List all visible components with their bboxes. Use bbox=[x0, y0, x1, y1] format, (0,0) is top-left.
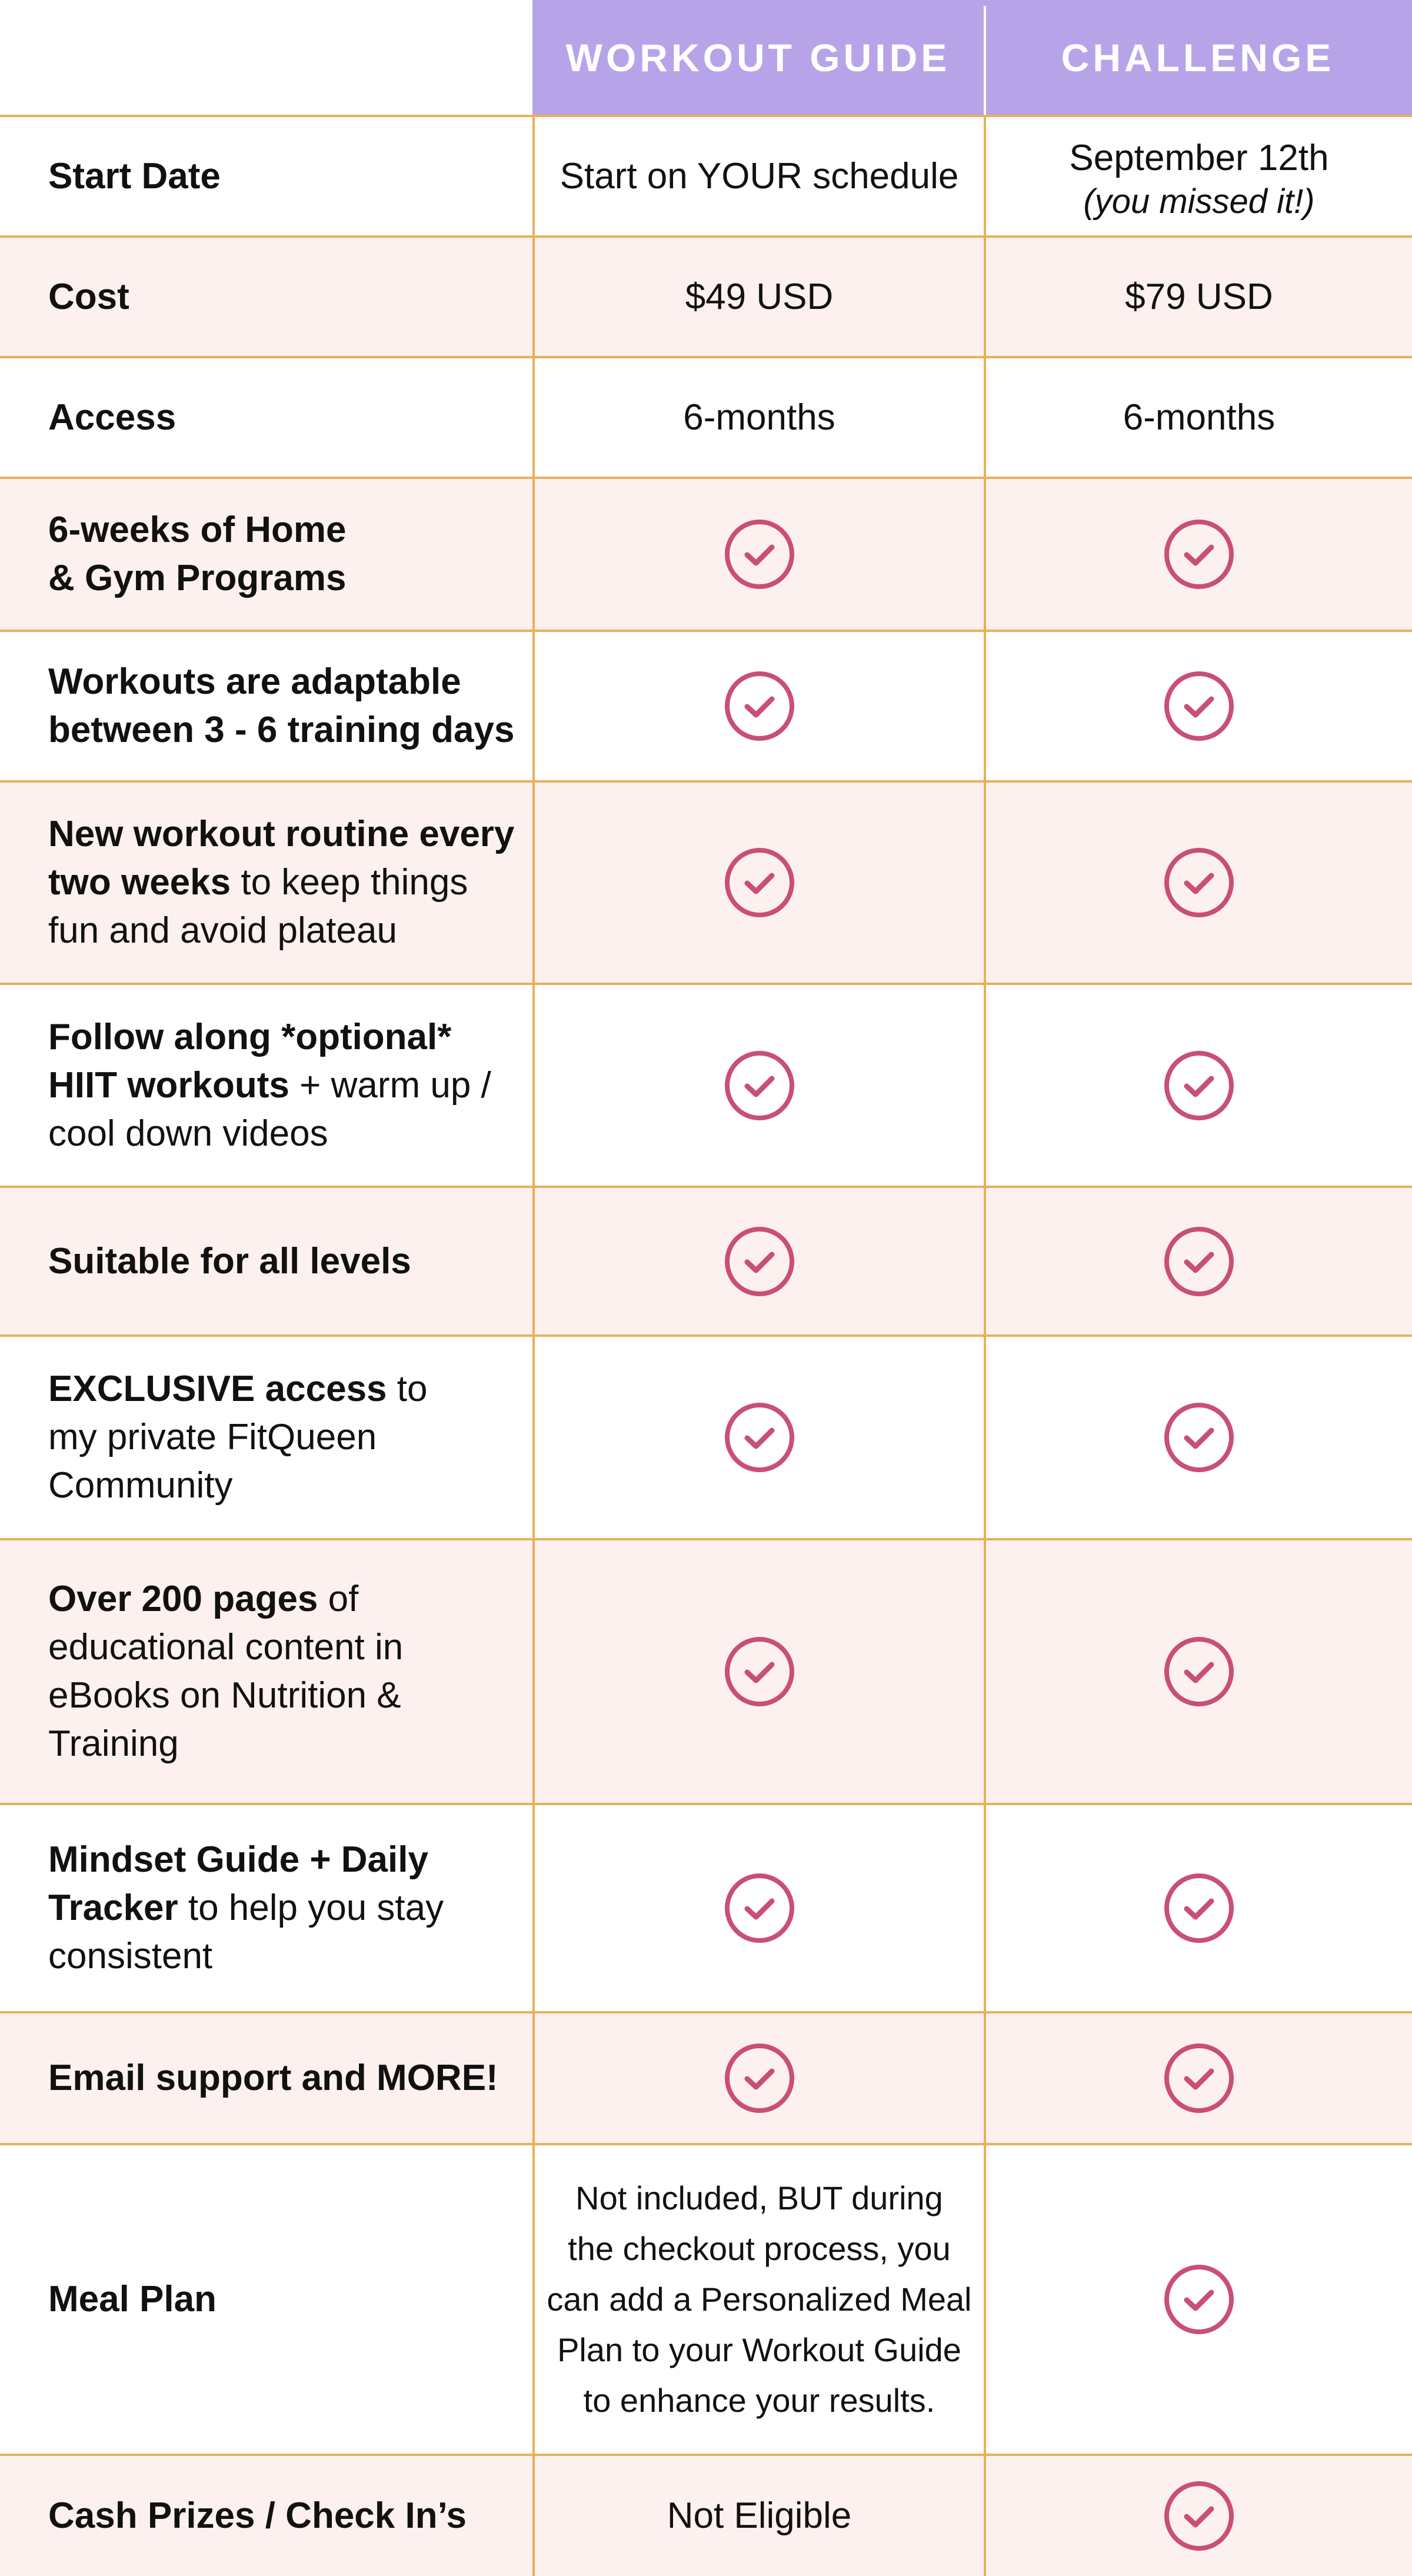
row-label-line bbox=[48, 1413, 519, 1462]
label-text: + warm up / bbox=[289, 1064, 491, 1106]
checkmark-icon bbox=[1163, 2263, 1236, 2336]
label-bold-text: EXCLUSIVE access bbox=[48, 1369, 387, 1409]
workout-guide-cell bbox=[535, 632, 984, 780]
cell-text: $79 USD bbox=[1125, 276, 1273, 317]
cell-text: 6-months bbox=[683, 397, 835, 438]
checkmark-icon bbox=[723, 670, 796, 743]
row-label bbox=[48, 2013, 519, 2143]
cell-text-line: (you missed it!) bbox=[1083, 182, 1315, 221]
workout-guide-cell bbox=[535, 783, 984, 983]
checkmark-icon bbox=[1163, 846, 1236, 919]
challenge-cell bbox=[986, 238, 1412, 356]
header-blank-cell bbox=[0, 0, 532, 115]
label-bold-text: Over 200 pages bbox=[48, 1579, 318, 1619]
checkmark-icon bbox=[723, 1635, 796, 1708]
label-bold-text: two weeks bbox=[48, 862, 231, 903]
row-label-line bbox=[48, 1110, 519, 1158]
row-label bbox=[48, 783, 519, 983]
table-row bbox=[0, 1538, 1412, 1803]
row-label-line bbox=[48, 1720, 519, 1768]
table-row bbox=[0, 1334, 1412, 1538]
row-label-line bbox=[48, 1575, 519, 1623]
checkmark-icon bbox=[1163, 518, 1236, 591]
checkmark-icon bbox=[723, 1049, 796, 1122]
row-label-line bbox=[48, 1237, 519, 1286]
row-label-line bbox=[48, 1061, 519, 1110]
row-label-line bbox=[48, 506, 519, 554]
row-label-line bbox=[48, 1013, 519, 1061]
cell-text-line: to enhance your results. bbox=[583, 2382, 935, 2419]
table-row bbox=[0, 2454, 1412, 2576]
cell-text: Start on YOUR schedule bbox=[560, 155, 959, 197]
table-row bbox=[0, 2011, 1412, 2143]
label-bold-text: Mindset Guide + Daily bbox=[48, 1839, 428, 1880]
challenge-cell bbox=[986, 479, 1412, 630]
table-row bbox=[0, 780, 1412, 983]
label-bold-text: between 3 - 6 training days bbox=[48, 710, 515, 750]
row-label-line bbox=[48, 907, 519, 955]
label-text: Community bbox=[48, 1465, 233, 1506]
label-bold-text: Cash Prizes / Check In’s bbox=[48, 2495, 467, 2536]
row-label bbox=[48, 2145, 519, 2454]
challenge-cell bbox=[986, 1805, 1412, 2011]
table-row bbox=[0, 477, 1412, 630]
label-bold-text: Email support and MORE! bbox=[48, 2058, 498, 2098]
label-text: fun and avoid plateau bbox=[48, 910, 397, 951]
row-label-line bbox=[48, 1365, 519, 1413]
workout-guide-cell bbox=[535, 2145, 984, 2454]
table-bottom-border bbox=[0, 2574, 1412, 2576]
checkmark-icon bbox=[723, 846, 796, 919]
label-bold-text: Start Date bbox=[48, 155, 221, 197]
label-bold-text: Tracker bbox=[48, 1888, 178, 1928]
checkmark-icon bbox=[1163, 670, 1236, 743]
label-text: consistent bbox=[48, 1936, 213, 1976]
row-label bbox=[48, 358, 519, 477]
row-label-line bbox=[48, 2275, 519, 2324]
header-divider bbox=[984, 6, 986, 115]
table-row bbox=[0, 235, 1412, 356]
row-label-line bbox=[48, 1672, 519, 1720]
challenge-cell bbox=[986, 2145, 1412, 2454]
workout-guide-cell bbox=[535, 985, 984, 1186]
checkmark-icon bbox=[723, 1872, 796, 1945]
row-label-line bbox=[48, 2054, 519, 2102]
workout-guide-cell bbox=[535, 117, 984, 235]
header-workout-guide: WORKOUT GUIDE bbox=[532, 0, 984, 115]
cell-text-line: can add a Personalized Meal bbox=[547, 2281, 972, 2318]
cell-text: $49 USD bbox=[685, 276, 834, 317]
workout-guide-cell bbox=[535, 2456, 984, 2576]
checkmark-icon bbox=[723, 518, 796, 591]
label-text: my private FitQueen bbox=[48, 1417, 377, 1457]
workout-guide-cell bbox=[535, 238, 984, 356]
row-label bbox=[48, 1188, 519, 1334]
row-label-line bbox=[48, 2492, 519, 2540]
checkmark-icon bbox=[723, 2042, 796, 2115]
label-bold-text: Workouts are adaptable bbox=[48, 661, 461, 702]
row-label-line bbox=[48, 810, 519, 858]
checkmark-icon bbox=[723, 1225, 796, 1298]
challenge-cell bbox=[986, 1540, 1412, 1803]
row-label bbox=[48, 117, 519, 235]
row-label bbox=[48, 1337, 519, 1538]
row-label-line bbox=[48, 1462, 519, 1510]
table-header bbox=[0, 0, 1412, 115]
row-label bbox=[48, 2456, 519, 2576]
row-label bbox=[48, 985, 519, 1186]
workout-guide-cell bbox=[535, 1188, 984, 1334]
challenge-cell bbox=[986, 117, 1412, 235]
row-label-line bbox=[48, 152, 519, 201]
row-label-line bbox=[48, 1932, 519, 1981]
row-label bbox=[48, 479, 519, 630]
label-bold-text: Suitable for all levels bbox=[48, 1240, 411, 1282]
table-row bbox=[0, 1803, 1412, 2011]
workout-guide-cell bbox=[535, 1337, 984, 1538]
row-label-line bbox=[48, 858, 519, 907]
workout-guide-cell bbox=[535, 2013, 984, 2143]
row-label bbox=[48, 1805, 519, 2011]
row-label-line bbox=[48, 394, 519, 442]
row-label-line bbox=[48, 273, 519, 321]
label-bold-text: Cost bbox=[48, 276, 129, 317]
checkmark-icon bbox=[723, 1401, 796, 1474]
challenge-cell bbox=[986, 2456, 1412, 2576]
cell-text-line: September 12th bbox=[1069, 137, 1329, 178]
label-bold-text: HIIT workouts bbox=[48, 1064, 289, 1106]
table-row bbox=[0, 630, 1412, 780]
workout-guide-cell bbox=[535, 358, 984, 477]
label-bold-text: 6-weeks of Home bbox=[48, 510, 347, 550]
workout-guide-cell bbox=[535, 1805, 984, 2011]
cell-text-line: the checkout process, you bbox=[568, 2230, 951, 2267]
checkmark-icon bbox=[1163, 2042, 1236, 2115]
row-label-line bbox=[48, 1884, 519, 1932]
row-label bbox=[48, 238, 519, 356]
label-text: to bbox=[387, 1369, 428, 1409]
cell-text-line: Not included, BUT during bbox=[575, 2179, 943, 2216]
workout-guide-cell bbox=[535, 1540, 984, 1803]
label-bold-text: Follow along *optional* bbox=[48, 1016, 452, 1057]
row-label bbox=[48, 1540, 519, 1803]
challenge-cell bbox=[986, 358, 1412, 477]
label-bold-text: New workout routine every bbox=[48, 814, 515, 854]
checkmark-icon bbox=[1163, 1635, 1236, 1708]
row-label-line bbox=[48, 658, 519, 706]
header-challenge: CHALLENGE bbox=[984, 0, 1412, 115]
checkmark-icon bbox=[1163, 1401, 1236, 1474]
challenge-cell bbox=[986, 783, 1412, 983]
challenge-cell bbox=[986, 2013, 1412, 2143]
label-text: to keep things bbox=[231, 862, 468, 903]
checkmark-icon bbox=[1163, 2480, 1236, 2552]
row-label bbox=[48, 632, 519, 780]
challenge-cell bbox=[986, 985, 1412, 1186]
row-label-line bbox=[48, 554, 519, 603]
table-row bbox=[0, 2143, 1412, 2454]
row-label-line bbox=[48, 706, 519, 754]
workout-guide-cell bbox=[535, 479, 984, 630]
cell-text: Not Eligible bbox=[667, 2495, 852, 2536]
table-row bbox=[0, 1186, 1412, 1334]
challenge-cell bbox=[986, 1188, 1412, 1334]
checkmark-icon bbox=[1163, 1872, 1236, 1945]
label-text: of bbox=[318, 1579, 359, 1619]
table-row bbox=[0, 115, 1412, 235]
checkmark-icon bbox=[1163, 1049, 1236, 1122]
label-text: cool down videos bbox=[48, 1113, 328, 1154]
label-text: Training bbox=[48, 1723, 179, 1764]
cell-text-line: Plan to your Workout Guide bbox=[557, 2331, 961, 2368]
challenge-cell bbox=[986, 632, 1412, 780]
table-row bbox=[0, 983, 1412, 1186]
table-row bbox=[0, 356, 1412, 477]
cell-text: 6-months bbox=[1123, 397, 1276, 438]
checkmark-icon bbox=[1163, 1225, 1236, 1298]
label-text: educational content in bbox=[48, 1627, 404, 1668]
label-text: eBooks on Nutrition & bbox=[48, 1675, 401, 1716]
row-label-line bbox=[48, 1623, 519, 1672]
label-bold-text: Meal Plan bbox=[48, 2279, 217, 2319]
label-text: to help you stay bbox=[178, 1888, 444, 1928]
label-bold-text: Access bbox=[48, 397, 176, 438]
challenge-cell bbox=[986, 1337, 1412, 1538]
row-label-line bbox=[48, 1836, 519, 1884]
label-bold-text: & Gym Programs bbox=[48, 558, 347, 598]
